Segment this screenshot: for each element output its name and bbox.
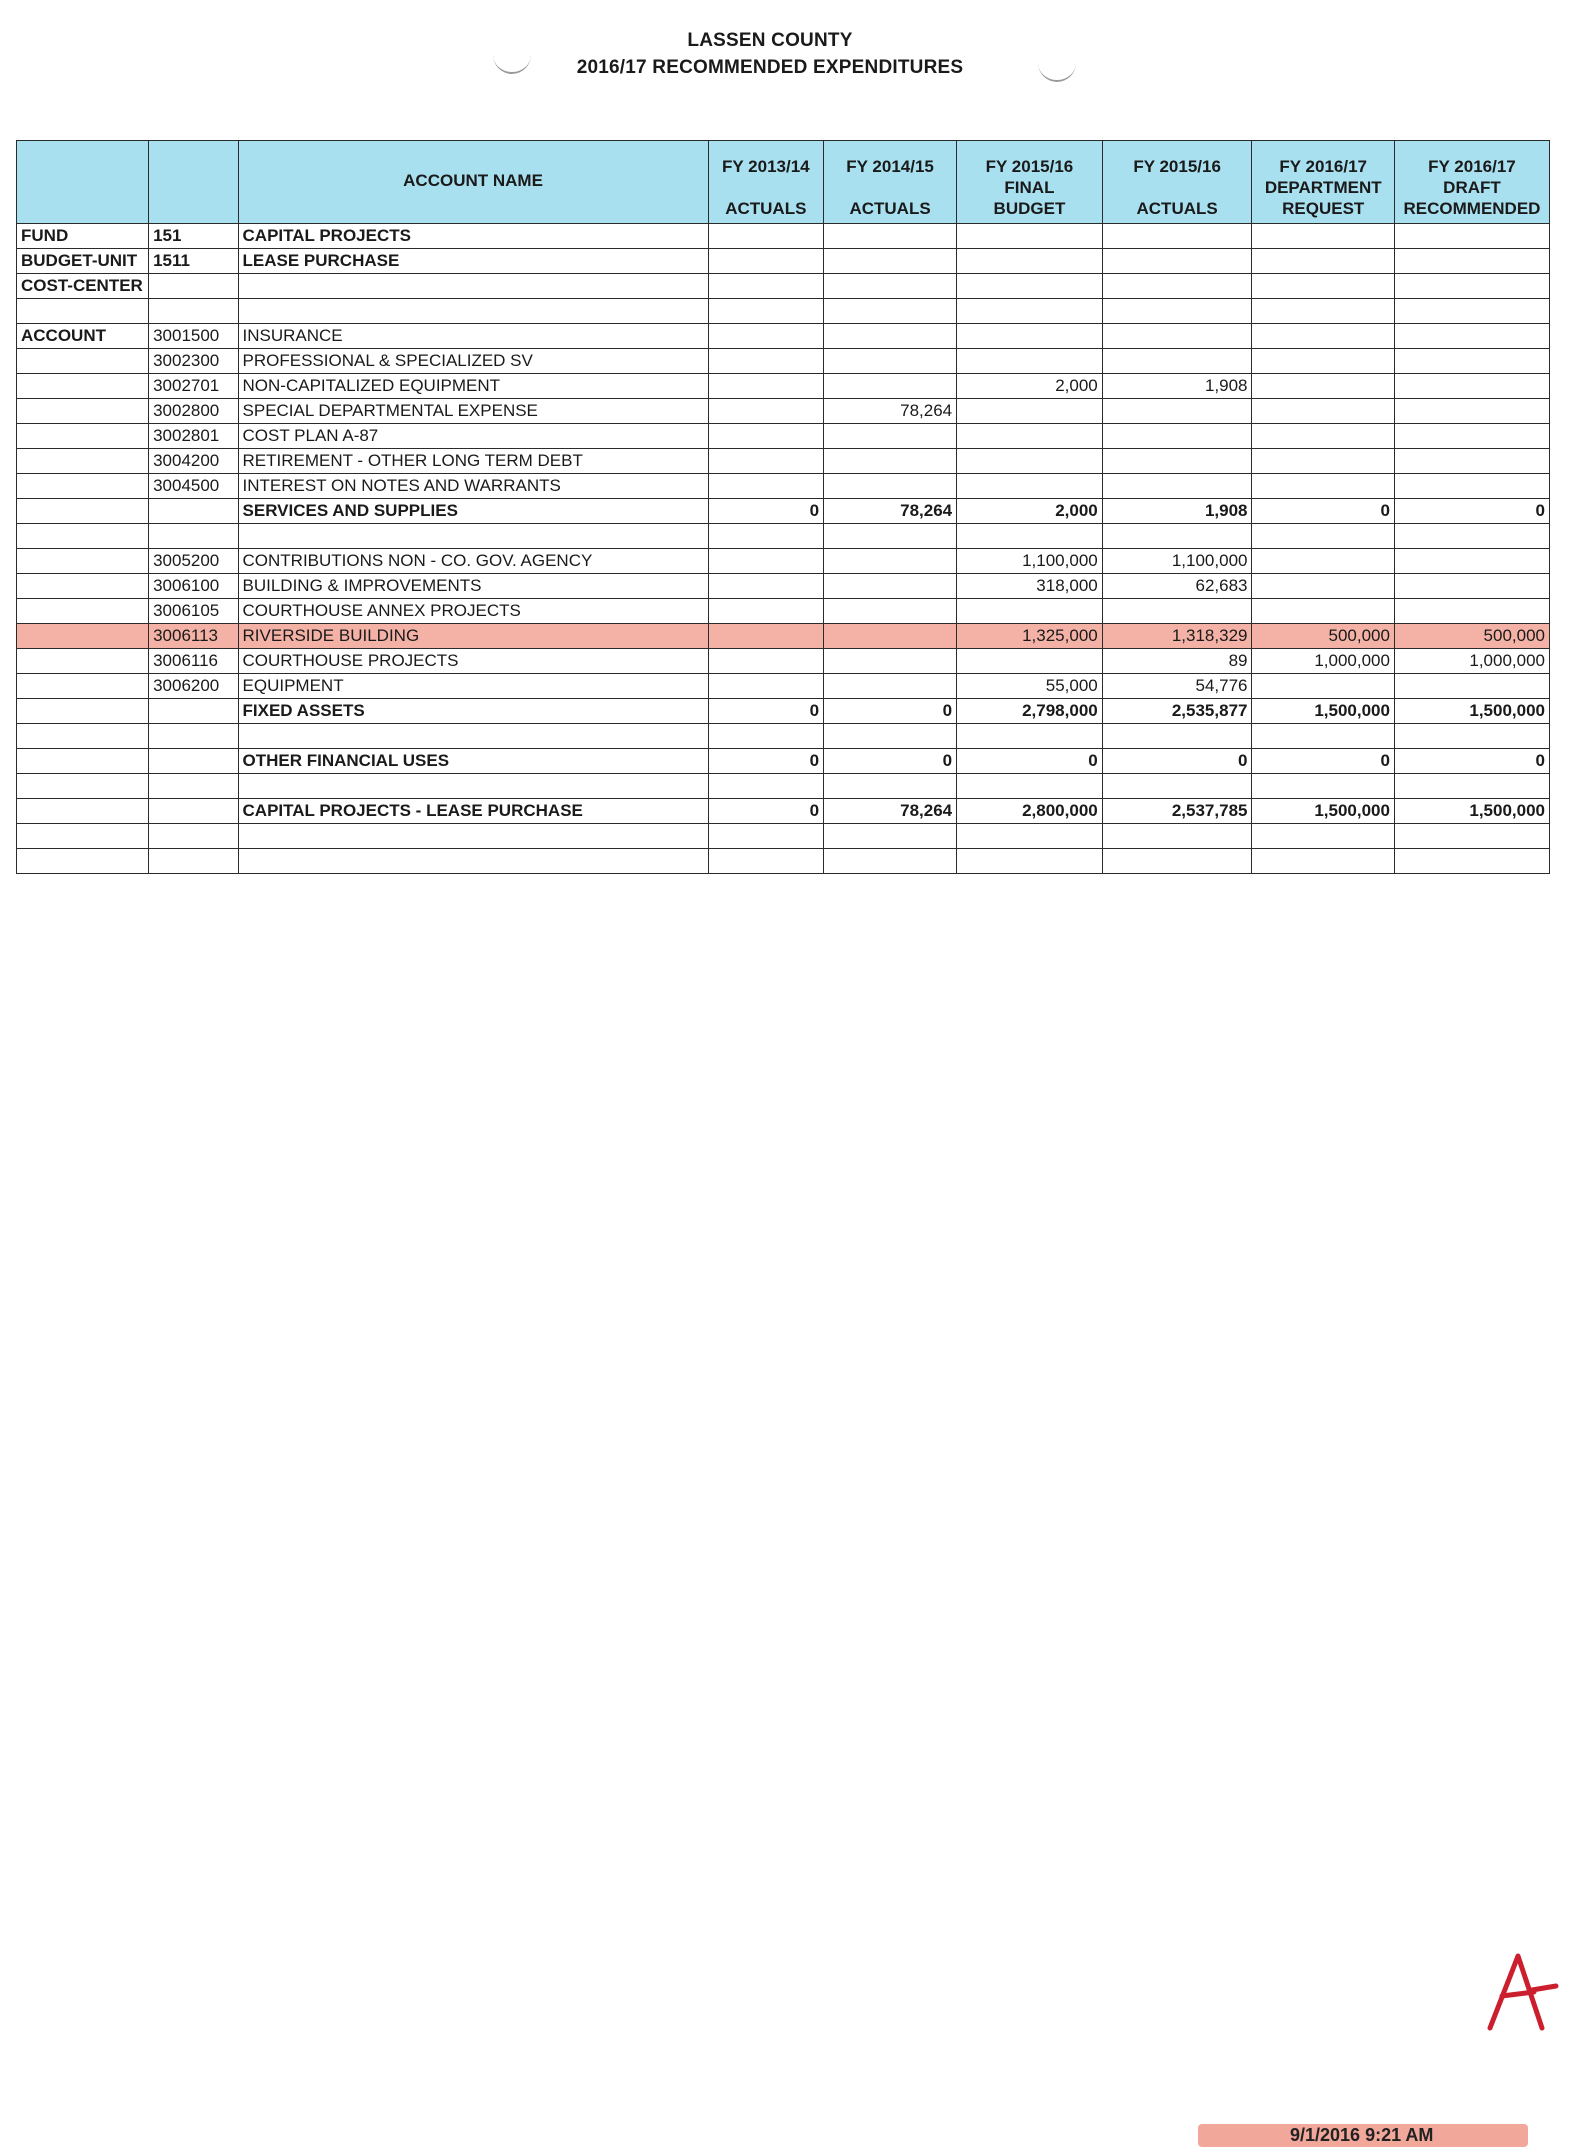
cell-value [824, 649, 957, 674]
cell-value [1394, 299, 1549, 324]
cell-account-name: COURTHOUSE PROJECTS [238, 649, 708, 674]
cell-value: 78,264 [824, 399, 957, 424]
cell-value [1102, 349, 1252, 374]
cell-value [708, 324, 823, 349]
cell-value [957, 449, 1103, 474]
cell-value [708, 549, 823, 574]
cell-account-name: INSURANCE [238, 324, 708, 349]
cell-value [957, 274, 1103, 299]
header-fy1617-recommended [1394, 141, 1549, 224]
cell-value [1252, 224, 1394, 249]
cell-account-code: 3006200 [149, 674, 238, 699]
cell-value: 318,000 [957, 574, 1103, 599]
cell-value [1252, 474, 1394, 499]
cell-value: 1,500,000 [1252, 699, 1394, 724]
cell-value: 0 [1394, 749, 1549, 774]
cell-value [1252, 549, 1394, 574]
cell-account-name: PROFESSIONAL & SPECIALIZED SV [238, 349, 708, 374]
cell-label [17, 699, 149, 724]
cell-label: FUND [17, 224, 149, 249]
cell-value [1394, 424, 1549, 449]
cell-account-name: INTEREST ON NOTES AND WARRANTS [238, 474, 708, 499]
cell-account-code [149, 274, 238, 299]
cell-value [708, 224, 823, 249]
cell-label [17, 849, 149, 874]
cell-value [1394, 674, 1549, 699]
cell-value [957, 649, 1103, 674]
print-timestamp: 9/1/2016 9:21 AM [1290, 2125, 1434, 2145]
cell-value [957, 849, 1103, 874]
header-blank [17, 141, 149, 224]
table-row [17, 724, 1550, 749]
cell-account-name: SERVICES AND SUPPLIES [238, 499, 708, 524]
cell-value [1102, 474, 1252, 499]
cell-label: COST-CENTER [17, 274, 149, 299]
table-row [17, 824, 1550, 849]
cell-value [957, 399, 1103, 424]
cell-value [824, 599, 957, 624]
cell-value [1102, 824, 1252, 849]
cell-value [708, 399, 823, 424]
cell-label [17, 824, 149, 849]
table-row [17, 349, 1550, 374]
cell-value: 500,000 [1252, 624, 1394, 649]
cell-account-name: EQUIPMENT [238, 674, 708, 699]
table-row [17, 424, 1550, 449]
cell-value: 2,000 [957, 374, 1103, 399]
header-line: ACTUALS [1136, 199, 1218, 218]
cell-account-code: 3004200 [149, 449, 238, 474]
header-line: FY 2016/17 [1428, 157, 1516, 176]
cell-value [1102, 524, 1252, 549]
cell-label [17, 299, 149, 324]
cell-account-name: OTHER FINANCIAL USES [238, 749, 708, 774]
cell-account-name: NON-CAPITALIZED EQUIPMENT [238, 374, 708, 399]
cell-account-name: RETIREMENT - OTHER LONG TERM DEBT [238, 449, 708, 474]
cell-value [1394, 849, 1549, 874]
cell-account-name: CAPITAL PROJECTS - LEASE PURCHASE [238, 799, 708, 824]
cell-value [1102, 224, 1252, 249]
header-line: FY 2015/16 [985, 157, 1074, 176]
cell-account-name [238, 524, 708, 549]
cell-value [824, 474, 957, 499]
cell-account-code [149, 774, 238, 799]
cell-value [708, 599, 823, 624]
cell-account-code: 3006105 [149, 599, 238, 624]
cell-value [1102, 424, 1252, 449]
table-row [17, 399, 1550, 424]
cell-value [1394, 324, 1549, 349]
cell-value [1102, 324, 1252, 349]
cell-value: 78,264 [824, 799, 957, 824]
cell-value: 0 [957, 749, 1103, 774]
cell-value [708, 249, 823, 274]
cell-value [1394, 774, 1549, 799]
table-row [17, 524, 1550, 549]
cell-account-code [149, 299, 238, 324]
header-row [17, 141, 1550, 224]
cell-value [708, 724, 823, 749]
cell-value: 89 [1102, 649, 1252, 674]
header-line: FY 2015/16 [1133, 157, 1221, 176]
cell-label [17, 524, 149, 549]
cell-value [1252, 574, 1394, 599]
cell-value [957, 724, 1103, 749]
header-line: DRAFT [1443, 178, 1501, 197]
cell-account-name [238, 724, 708, 749]
cell-account-code: 3004500 [149, 474, 238, 499]
table-row [17, 374, 1550, 399]
cell-value [1394, 549, 1549, 574]
cell-value [708, 349, 823, 374]
cell-value [708, 574, 823, 599]
cell-value [824, 424, 957, 449]
table-row [17, 274, 1550, 299]
table-row [17, 599, 1550, 624]
cell-account-code: 3002801 [149, 424, 238, 449]
cell-label [17, 574, 149, 599]
cell-value: 1,500,000 [1252, 799, 1394, 824]
cell-value: 0 [824, 699, 957, 724]
cell-account-name: COURTHOUSE ANNEX PROJECTS [238, 599, 708, 624]
header-line: REQUEST [1282, 199, 1365, 218]
cell-value [824, 324, 957, 349]
cell-value [824, 574, 957, 599]
document-subtitle: 2016/17 RECOMMENDED EXPENDITURES [576, 57, 964, 78]
cell-account-code: 1511 [149, 249, 238, 274]
grade-mark [1482, 1950, 1562, 2035]
header-line: RECOMMENDED [1403, 199, 1541, 218]
cell-account-name: COST PLAN A-87 [238, 424, 708, 449]
cell-value: 500,000 [1394, 624, 1549, 649]
cell-account-code: 3006100 [149, 574, 238, 599]
cell-value [708, 299, 823, 324]
cell-account-name: CAPITAL PROJECTS [238, 224, 708, 249]
cell-value [1394, 599, 1549, 624]
cell-value [1394, 399, 1549, 424]
cell-value: 0 [824, 749, 957, 774]
cell-value [824, 249, 957, 274]
cell-label [17, 599, 149, 624]
cell-label: BUDGET-UNIT [17, 249, 149, 274]
cell-value [708, 824, 823, 849]
cell-value [1102, 399, 1252, 424]
cell-value [1394, 524, 1549, 549]
cell-value: 1,908 [1102, 374, 1252, 399]
cell-value [708, 424, 823, 449]
cell-value: 2,000 [957, 499, 1103, 524]
cell-account-name: CONTRIBUTIONS NON - CO. GOV. AGENCY [238, 549, 708, 574]
cell-label [17, 674, 149, 699]
cell-value [1252, 774, 1394, 799]
table-row [17, 574, 1550, 599]
cell-account-code: 151 [149, 224, 238, 249]
cell-value [708, 774, 823, 799]
cell-label [17, 499, 149, 524]
table-row [17, 224, 1550, 249]
cell-label [17, 349, 149, 374]
cell-value: 1,000,000 [1252, 649, 1394, 674]
cell-value [1102, 299, 1252, 324]
cell-value: 0 [708, 499, 823, 524]
cell-value [1102, 849, 1252, 874]
header-line: FY 2013/14 [722, 157, 810, 176]
cell-value [824, 349, 957, 374]
cell-label [17, 424, 149, 449]
cell-value [824, 824, 957, 849]
cell-value [1252, 524, 1394, 549]
header-line: FY 2016/17 [1279, 157, 1368, 176]
cell-value [824, 549, 957, 574]
cell-value: 1,318,329 [1102, 624, 1252, 649]
document-title: LASSEN COUNTY [687, 30, 853, 51]
cell-value [957, 824, 1103, 849]
cell-account-code: 3005200 [149, 549, 238, 574]
cell-value: 1,000,000 [1394, 649, 1549, 674]
cell-value [957, 324, 1103, 349]
cell-value [957, 249, 1103, 274]
cell-value [1394, 274, 1549, 299]
cell-value: 0 [708, 699, 823, 724]
cell-label: ACCOUNT [17, 324, 149, 349]
cell-value [1252, 849, 1394, 874]
cell-value [1394, 249, 1549, 274]
table-row [17, 674, 1550, 699]
cell-value [957, 424, 1103, 449]
cell-value: 1,500,000 [1394, 799, 1549, 824]
cell-account-name: SPECIAL DEPARTMENTAL EXPENSE [238, 399, 708, 424]
cell-account-code [149, 824, 238, 849]
cell-value [1394, 349, 1549, 374]
table-row [17, 499, 1550, 524]
header-line: ACTUALS [725, 199, 807, 218]
cell-value [1252, 449, 1394, 474]
header-fy1617-request [1252, 141, 1394, 224]
cell-account-name: LEASE PURCHASE [238, 249, 708, 274]
cell-value [1252, 824, 1394, 849]
table-row [17, 849, 1550, 874]
cell-value [1252, 249, 1394, 274]
header-line: DEPARTMENT [1264, 178, 1382, 197]
cell-value [824, 674, 957, 699]
cell-account-name [238, 274, 708, 299]
cell-value: 1,908 [1102, 499, 1252, 524]
table-row [17, 449, 1550, 474]
cell-label [17, 449, 149, 474]
cell-account-code [149, 799, 238, 824]
table-row [17, 799, 1550, 824]
header-line: FINAL [1004, 178, 1055, 197]
table-row [17, 474, 1550, 499]
cell-account-code: 3006113 [149, 624, 238, 649]
cell-value: 2,537,785 [1102, 799, 1252, 824]
cell-value [1394, 449, 1549, 474]
cell-account-code: 3006116 [149, 649, 238, 674]
cell-value [824, 224, 957, 249]
cell-label [17, 799, 149, 824]
expenditure-sheet [16, 140, 1550, 892]
cell-label [17, 624, 149, 649]
cell-value [957, 774, 1103, 799]
cell-value [708, 849, 823, 874]
cell-value [824, 299, 957, 324]
header-blank [149, 141, 238, 224]
cell-value [708, 649, 823, 674]
table-row [17, 249, 1550, 274]
cell-value [824, 374, 957, 399]
cell-value: 0 [708, 749, 823, 774]
table-row [17, 699, 1550, 724]
cell-account-code [149, 499, 238, 524]
cell-value [1102, 274, 1252, 299]
cell-account-code: 3001500 [149, 324, 238, 349]
cell-account-name: BUILDING & IMPROVEMENTS [238, 574, 708, 599]
cell-account-code [149, 749, 238, 774]
punch-hole-mark [1038, 58, 1076, 82]
cell-value [708, 274, 823, 299]
cell-value [824, 274, 957, 299]
expenditure-table [16, 140, 1550, 874]
cell-value [957, 224, 1103, 249]
cell-value [708, 474, 823, 499]
cell-label [17, 549, 149, 574]
cell-value: 62,683 [1102, 574, 1252, 599]
cell-account-name: RIVERSIDE BUILDING [238, 624, 708, 649]
cell-value [1102, 774, 1252, 799]
cell-value [1252, 724, 1394, 749]
cell-value [708, 374, 823, 399]
cell-label [17, 774, 149, 799]
cell-account-name [238, 849, 708, 874]
header-line: FY 2014/15 [846, 157, 934, 176]
cell-value [1394, 574, 1549, 599]
cell-value: 2,535,877 [1102, 699, 1252, 724]
cell-value [1252, 324, 1394, 349]
table-row [17, 774, 1550, 799]
cell-account-name: FIXED ASSETS [238, 699, 708, 724]
cell-account-name [238, 774, 708, 799]
cell-value: 1,500,000 [1394, 699, 1549, 724]
cell-value [957, 349, 1103, 374]
cell-value [708, 449, 823, 474]
cell-value: 2,798,000 [957, 699, 1103, 724]
cell-value [1252, 299, 1394, 324]
table-row [17, 749, 1550, 774]
cell-value [1252, 599, 1394, 624]
cell-label [17, 649, 149, 674]
cell-label [17, 749, 149, 774]
cell-account-name [238, 824, 708, 849]
cell-value: 1,325,000 [957, 624, 1103, 649]
cell-value [708, 674, 823, 699]
cell-value [824, 524, 957, 549]
header-line: BUDGET [993, 199, 1066, 218]
cell-value: 55,000 [957, 674, 1103, 699]
cell-value [1394, 474, 1549, 499]
cell-value: 0 [1102, 749, 1252, 774]
cell-value [1102, 249, 1252, 274]
cell-account-code [149, 849, 238, 874]
cell-value: 1,100,000 [957, 549, 1103, 574]
cell-value: 0 [1394, 499, 1549, 524]
cell-label [17, 399, 149, 424]
table-row [17, 624, 1550, 649]
table-row [17, 549, 1550, 574]
header-fy1516-budget [957, 141, 1103, 224]
header-fy1314 [708, 141, 823, 224]
header-fy1415 [824, 141, 957, 224]
cell-value [824, 774, 957, 799]
cell-value [1102, 724, 1252, 749]
cell-value [708, 624, 823, 649]
cell-label [17, 374, 149, 399]
cell-value [1252, 374, 1394, 399]
cell-value [957, 299, 1103, 324]
cell-value [1252, 349, 1394, 374]
cell-value [1394, 724, 1549, 749]
cell-label [17, 724, 149, 749]
cell-account-code: 3002800 [149, 399, 238, 424]
cell-value [957, 524, 1103, 549]
cell-value [708, 524, 823, 549]
cell-value [957, 474, 1103, 499]
cell-value [1252, 424, 1394, 449]
cell-value [824, 724, 957, 749]
cell-value: 54,776 [1102, 674, 1252, 699]
cell-account-code: 3002701 [149, 374, 238, 399]
cell-value [824, 849, 957, 874]
header-line: ACTUALS [849, 199, 931, 218]
header-fy1516-actuals [1102, 141, 1252, 224]
table-row [17, 324, 1550, 349]
cell-value [1102, 599, 1252, 624]
cell-account-code [149, 724, 238, 749]
cell-value: 0 [708, 799, 823, 824]
cell-value [1394, 374, 1549, 399]
cell-account-code [149, 699, 238, 724]
cell-value [957, 599, 1103, 624]
cell-value [824, 624, 957, 649]
cell-value [1252, 399, 1394, 424]
cell-value [824, 449, 957, 474]
header-account-name: ACCOUNT NAME [238, 141, 708, 224]
cell-value [1252, 674, 1394, 699]
table-row [17, 649, 1550, 674]
cell-value: 2,800,000 [957, 799, 1103, 824]
cell-account-name [238, 299, 708, 324]
cell-value: 1,100,000 [1102, 549, 1252, 574]
cell-value: 78,264 [824, 499, 957, 524]
cell-value [1394, 224, 1549, 249]
table-row [17, 299, 1550, 324]
cell-value [1252, 274, 1394, 299]
cell-value [1394, 824, 1549, 849]
cell-value: 0 [1252, 749, 1394, 774]
cell-value [1102, 449, 1252, 474]
cell-account-code: 3002300 [149, 349, 238, 374]
cell-value: 0 [1252, 499, 1394, 524]
cell-label [17, 474, 149, 499]
cell-account-code [149, 524, 238, 549]
